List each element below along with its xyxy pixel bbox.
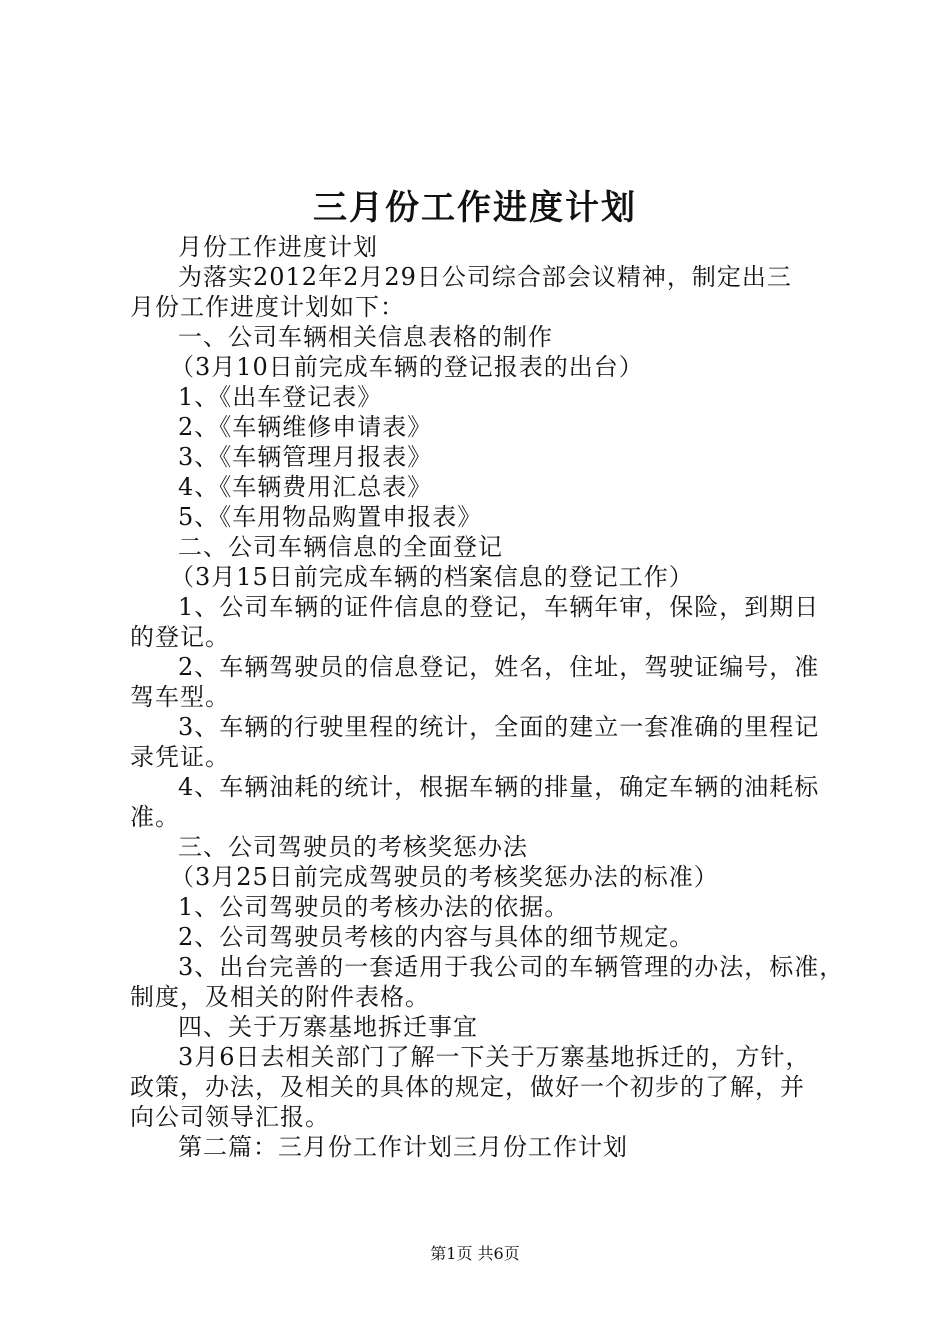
text-line: 录凭证。 bbox=[130, 743, 230, 771]
text-line: 政策，办法，及相关的具体的规定，做好一个初步的了解，并 bbox=[130, 1073, 805, 1101]
text-line: 2、车辆驾驶员的信息登记，姓名，住址，驾驶证编号，准 bbox=[178, 653, 820, 681]
text-line: 的登记。 bbox=[130, 623, 230, 651]
text-line: 向公司领导汇报。 bbox=[130, 1103, 330, 1131]
text-line: 3、出台完善的一套适用于我公司的车辆管理的办法，标准， bbox=[178, 953, 845, 981]
text-line: 1、公司驾驶员的考核办法的依据。 bbox=[178, 893, 570, 921]
text-line: 2、《车辆维修申请表》 bbox=[178, 413, 433, 441]
text-line: 第二篇：三月份工作计划三月份工作计划 bbox=[178, 1133, 628, 1161]
text-line: 月份工作进度计划如下： bbox=[130, 293, 405, 321]
text-line: 三、公司驾驶员的考核奖惩办法 bbox=[178, 833, 528, 861]
text-line: 4、《车辆费用汇总表》 bbox=[178, 473, 433, 501]
page-footer: 第1页 共6页 bbox=[430, 1244, 520, 1263]
text-line: 5、《车用物品购置申报表》 bbox=[178, 503, 483, 531]
text-line: 制度，及相关的附件表格。 bbox=[130, 983, 430, 1011]
text-line: 二、公司车辆信息的全面登记 bbox=[178, 533, 503, 561]
text-line: 准。 bbox=[130, 803, 180, 831]
text-line: （3月10日前完成车辆的登记报表的出台） bbox=[170, 353, 644, 381]
text-line: 四、关于万寨基地拆迁事宜 bbox=[178, 1013, 478, 1041]
text-line: 1、公司车辆的证件信息的登记，车辆年审，保险，到期日 bbox=[178, 593, 820, 621]
text-line: 月份工作进度计划 bbox=[178, 233, 378, 261]
text-line: 3、车辆的行驶里程的统计，全面的建立一套准确的里程记 bbox=[178, 713, 820, 741]
text-line: （3月15日前完成车辆的档案信息的登记工作） bbox=[170, 563, 694, 591]
document-title: 三月份工作进度计划 bbox=[313, 188, 637, 228]
text-line: （3月25日前完成驾驶员的考核奖惩办法的标准） bbox=[170, 863, 719, 891]
text-line: 4、车辆油耗的统计，根据车辆的排量，确定车辆的油耗标 bbox=[178, 773, 820, 801]
text-line: 驾车型。 bbox=[130, 683, 230, 711]
document-body bbox=[130, 232, 845, 1162]
text-line: 为落实2012年2月29日公司综合部会议精神，制定出三 bbox=[178, 263, 792, 291]
text-line: 3、《车辆管理月报表》 bbox=[178, 443, 433, 471]
text-line: 2、公司驾驶员考核的内容与具体的细节规定。 bbox=[178, 923, 695, 951]
text-line: 1、《出车登记表》 bbox=[178, 383, 383, 411]
text-line: 一、公司车辆相关信息表格的制作 bbox=[178, 323, 553, 351]
text-line: 3月6日去相关部门了解一下关于万寨基地拆迁的，方针， bbox=[178, 1043, 811, 1071]
